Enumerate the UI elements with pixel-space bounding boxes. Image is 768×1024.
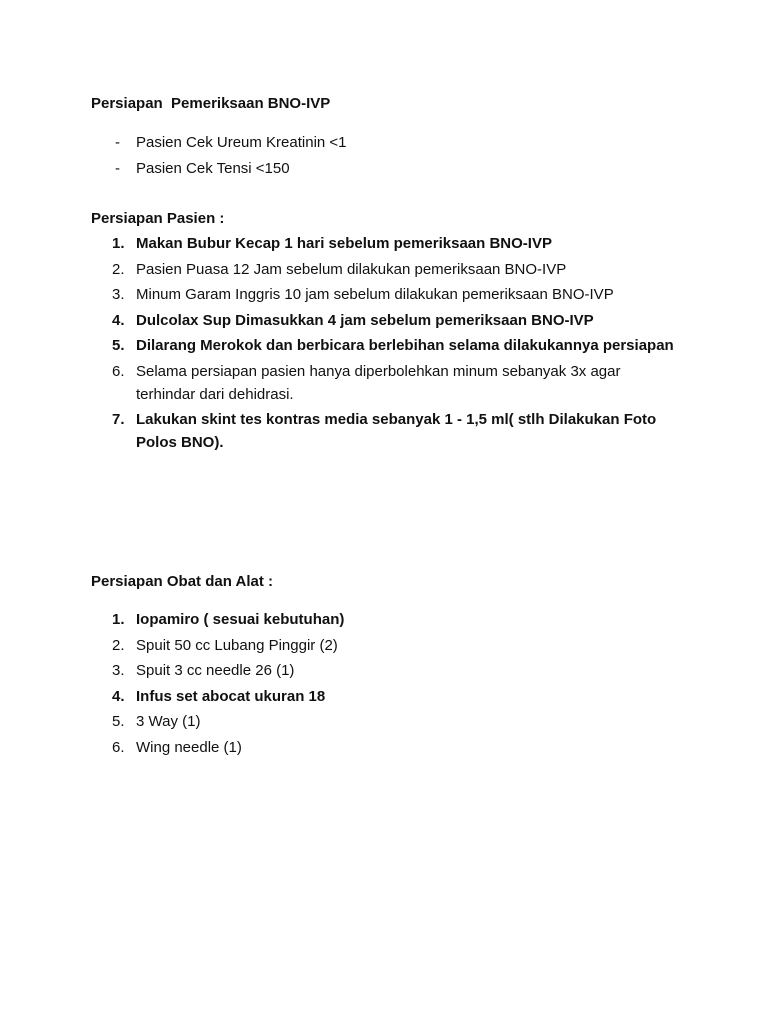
list-item-text: Pasien Puasa 12 Jam sebelum dilakukan pemeriksaan BNO-IVP: [136, 260, 567, 278]
list-item-text: Lakukan skint tes kontras media sebanyak 1 - 1,5 ml( stlh Dilakukan Foto Polos BNO).: [136, 411, 657, 451]
list-number: 5.: [112, 713, 125, 730]
list-item: [0, 130, 676, 156]
list-item: [0, 308, 676, 334]
list-item: [0, 231, 676, 257]
list-item-text: Pasien Cek Ureum Kreatinin <1: [136, 134, 347, 151]
list-item-text: Spuit 50 cc Lubang Pinggir (2): [136, 636, 338, 654]
list-item-text: Dulcolax Sup Dimasukkan 4 jam sebelum pemeriksaan BNO-IVP: [136, 311, 594, 329]
list-number: 6.: [112, 362, 125, 380]
list-item-text: Dilarang Merokok dan berbicara berlebihan selama dilakukannya persiapan: [136, 337, 674, 354]
list-item-text: Selama persiapan pasien hanya diperbolehkan minum sebanyak 3x agar terhindar dari dehidrasi.: [136, 362, 621, 403]
list-item-text: Infus set abocat ukuran 18: [136, 687, 326, 705]
list-item: [0, 607, 676, 633]
list-number: 2.: [112, 260, 125, 278]
list-marker: -: [115, 159, 120, 177]
list-number: 1.: [112, 235, 125, 252]
list-item: [0, 658, 676, 684]
list-item-text: Pasien Cek Tensi <150: [136, 159, 290, 177]
list-item: [0, 156, 676, 182]
list-item-text: 3 Way (1): [136, 713, 201, 730]
list-item: [0, 684, 676, 710]
list-number: 2.: [112, 636, 125, 654]
list-item-text: Spuit 3 cc needle 26 (1): [136, 662, 295, 679]
list-item: [0, 282, 676, 308]
patient-preparation-list: [0, 231, 768, 456]
requirements-list: [0, 130, 768, 181]
drugs-and-tools-list: [0, 607, 768, 760]
list-number: 3.: [112, 286, 125, 303]
list-number: 6.: [112, 738, 125, 756]
list-item-text: Makan Bubur Kecap 1 hari sebelum pemeriksaan BNO-IVP: [136, 235, 552, 252]
list-item: [0, 333, 676, 359]
list-marker: -: [115, 134, 120, 151]
list-item: [0, 257, 676, 283]
list-item-text: Iopamiro ( sesuai kebutuhan): [136, 611, 345, 628]
list-item: [0, 735, 676, 761]
list-item-text: Minum Garam Inggris 10 jam sebelum dilakukan pemeriksaan BNO-IVP: [136, 286, 614, 303]
list-item: [0, 709, 676, 735]
list-item: [0, 359, 676, 408]
list-number: 4.: [112, 687, 125, 705]
list-number: 5.: [112, 337, 125, 354]
list-item: [0, 407, 676, 456]
list-number: 4.: [112, 311, 125, 329]
list-number: 1.: [112, 611, 125, 628]
list-number: 7.: [112, 411, 125, 428]
section-heading-persiapan-pemeriksaan: Persiapan Pemeriksaan BNO-IVP: [91, 95, 331, 112]
section-heading-persiapan-obat-dan-alat: Persiapan Obat dan Alat :: [91, 573, 273, 590]
list-number: 3.: [112, 662, 125, 679]
list-item: [0, 633, 676, 659]
section-heading-persiapan-pasien: Persiapan Pasien :: [91, 210, 225, 227]
list-item-text: Wing needle (1): [136, 738, 242, 756]
